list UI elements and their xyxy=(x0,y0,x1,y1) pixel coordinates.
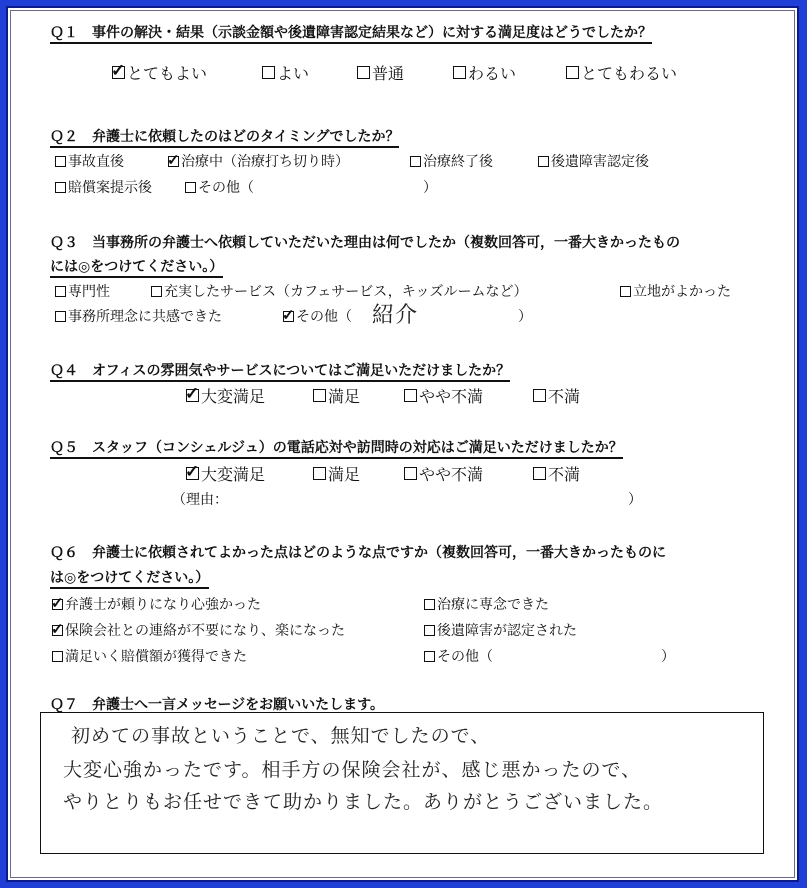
q4-option-label: 満足 xyxy=(328,387,361,406)
checkbox[interactable] xyxy=(410,156,421,167)
check-mark-icon: ✓ xyxy=(167,150,180,169)
q2-option-after-offer[interactable] xyxy=(55,177,152,197)
q7-title xyxy=(50,694,384,714)
message-line-2: 大変心強かったです。相手方の保険会社が、感じ悪かったので、 xyxy=(63,759,642,781)
checkbox[interactable] xyxy=(55,182,66,193)
checkbox[interactable] xyxy=(424,651,435,662)
check-mark-icon: ✓ xyxy=(185,384,200,404)
checkbox[interactable] xyxy=(55,286,66,297)
q6-option-label: 後遺障害が認定された xyxy=(437,623,577,639)
q1-option-very-bad[interactable] xyxy=(566,61,677,84)
q2-option-during-treatment[interactable] xyxy=(168,151,349,171)
q6-option-no-insurer-contact[interactable] xyxy=(52,620,345,640)
checkbox-checked[interactable] xyxy=(185,384,200,404)
q3-title-line1 xyxy=(50,232,680,252)
q6-option-reliable[interactable] xyxy=(52,594,261,614)
q1-option-label: わるい xyxy=(468,64,517,83)
q3-other-handwritten: 紹介 xyxy=(372,303,419,328)
q3-option-philosophy[interactable] xyxy=(55,306,222,326)
q4-option-label: 不満 xyxy=(548,387,581,406)
check-mark-icon: ✓ xyxy=(51,619,64,638)
q6-title-line1 xyxy=(50,542,666,562)
q6-option-compensation[interactable] xyxy=(52,646,247,666)
q1-option-label: よい xyxy=(277,64,310,83)
checkbox-checked[interactable] xyxy=(282,305,295,324)
q4-title-text: Ｑ４ オフィスの雰囲気やサービスについてはご満足いただけましたか？ xyxy=(50,363,510,382)
q1-option-label: 普通 xyxy=(372,64,405,83)
checkbox[interactable] xyxy=(151,286,162,297)
checkbox[interactable] xyxy=(404,467,417,480)
q3-other-close-paren: ） xyxy=(518,309,532,325)
message-line-1: 初めての事故ということで、無知でしたので、 xyxy=(71,725,491,747)
q2-other-close-paren: ） xyxy=(423,180,437,196)
q5-option-somewhat-dissatisfied[interactable] xyxy=(404,462,483,485)
q4-option-somewhat-dissatisfied[interactable] xyxy=(404,384,483,407)
q2-option-other[interactable] xyxy=(185,177,254,197)
q2-title xyxy=(50,126,399,146)
q3-option-label: その他（ xyxy=(296,309,352,325)
checkbox[interactable] xyxy=(357,66,370,79)
check-mark-icon: ✓ xyxy=(282,305,295,324)
checkbox-checked[interactable] xyxy=(51,593,64,612)
q6-title-text-1: Ｑ６ 弁護士に依頼されてよかった点はどのような点ですか（複数回答可，一番大きかったものに xyxy=(50,545,666,561)
q3-option-services[interactable] xyxy=(151,281,527,301)
checkbox[interactable] xyxy=(424,599,435,610)
q2-option-label: 事故直後 xyxy=(68,154,124,170)
q3-option-label: 充実したサービス（カフェサービス，キッズルームなど） xyxy=(164,284,528,300)
q6-option-label: 弁護士が頼りになり心強かった xyxy=(65,597,261,613)
q5-title xyxy=(50,437,623,457)
checkbox[interactable] xyxy=(453,66,466,79)
q5-reason-label-text: （理由： xyxy=(172,492,228,508)
q2-option-right-after-accident[interactable] xyxy=(55,151,124,171)
q6-option-disability-certified[interactable] xyxy=(424,620,577,640)
checkbox[interactable] xyxy=(55,311,66,322)
checkbox[interactable] xyxy=(52,651,63,662)
checkbox[interactable] xyxy=(185,182,196,193)
q5-option-very-satisfied[interactable] xyxy=(186,462,265,485)
q6-title-text-2: は◎をつけてください。） xyxy=(50,570,209,589)
checkbox[interactable] xyxy=(404,389,417,402)
q3-option-label: 立地がよかった xyxy=(633,284,731,300)
q1-title xyxy=(50,22,652,42)
checkbox[interactable] xyxy=(566,66,579,79)
q6-other-close-paren: ） xyxy=(661,649,675,665)
check-mark-icon: ✓ xyxy=(51,593,64,612)
checkbox[interactable] xyxy=(533,467,546,480)
q6-title-line2 xyxy=(50,567,209,587)
checkbox[interactable] xyxy=(620,286,631,297)
q6-option-label: 満足いく賠償額が獲得できた xyxy=(65,649,247,665)
q5-reason-close xyxy=(628,489,642,509)
checkbox[interactable] xyxy=(313,389,326,402)
q2-title-text: Ｑ２ 弁護士に依頼したのはどのタイミングでしたか？ xyxy=(50,129,399,148)
checkbox[interactable] xyxy=(538,156,549,167)
q1-option-bad[interactable] xyxy=(453,61,516,84)
q2-option-after-disability-cert[interactable] xyxy=(538,151,649,171)
q4-option-label: 大変満足 xyxy=(201,387,266,406)
q6-option-other[interactable] xyxy=(424,646,493,666)
q3-option-other[interactable] xyxy=(283,306,352,326)
q1-title-text: Ｑ１ 事件の解決・結果（示談金額や後遺障害認定結果など）に対する満足度はどうでしたか？ xyxy=(50,25,652,44)
q3-option-location[interactable] xyxy=(620,281,731,301)
q4-option-very-satisfied[interactable] xyxy=(186,384,265,407)
q6-option-focus-treatment[interactable] xyxy=(424,594,549,614)
q4-option-satisfied[interactable] xyxy=(313,384,360,407)
q1-option-very-good[interactable] xyxy=(112,61,207,84)
q5-title-text: Ｑ５ スタッフ（コンシェルジュ）の電話応対や訪問時の対応はご満足いただけましたか？ xyxy=(50,440,623,459)
q2-option-label: 治療終了後 xyxy=(423,154,493,170)
message-line-3: やりとりもお任せできて助かりました。ありがとうございました。 xyxy=(63,791,664,813)
check-mark-icon: ✓ xyxy=(185,462,200,482)
q3-option-label: 事務所理念に共感できた xyxy=(68,309,222,325)
checkbox[interactable] xyxy=(55,156,66,167)
q3-title-text-1: Ｑ３ 当事務所の弁護士へ依頼していただいた理由は何でしたか（複数回答可，一番大きかったもの xyxy=(50,235,680,251)
checkbox-checked[interactable] xyxy=(167,150,180,169)
q4-title xyxy=(50,360,510,380)
q5-option-dissatisfied[interactable] xyxy=(533,462,580,485)
q2-option-label: その他（ xyxy=(198,180,254,196)
q1-option-label: とてもわるい xyxy=(581,64,678,83)
q3-title-line2 xyxy=(50,256,223,276)
q5-reason-label xyxy=(172,489,228,509)
checkbox-checked[interactable] xyxy=(185,462,200,482)
q2-option-label: 賠償案提示後 xyxy=(68,180,152,196)
q2-option-after-treatment[interactable] xyxy=(410,151,493,171)
q5-reason-close-paren: ） xyxy=(628,492,642,508)
checkbox-checked[interactable] xyxy=(51,619,64,638)
q7-title-text: Ｑ７ 弁護士へ一言メッセージをお願いいたします。 xyxy=(50,697,385,713)
q5-option-label: 大変満足 xyxy=(201,465,266,484)
q3-option-expertise[interactable] xyxy=(55,281,110,301)
q5-option-label: やや不満 xyxy=(419,465,484,484)
checkbox[interactable] xyxy=(533,389,546,402)
check-mark-icon: ✓ xyxy=(111,61,126,81)
q1-option-label: とてもよい xyxy=(127,64,208,83)
q5-option-label: 満足 xyxy=(328,465,361,484)
q1-option-good[interactable] xyxy=(262,61,309,84)
checkbox[interactable] xyxy=(313,467,326,480)
checkbox[interactable] xyxy=(262,66,275,79)
q7-message-box[interactable] xyxy=(40,712,764,854)
checkbox-checked[interactable] xyxy=(111,61,126,81)
q2-other-close xyxy=(423,177,437,197)
q2-option-label: 治療中（治療打ち切り時） xyxy=(181,154,349,170)
q5-option-label: 不満 xyxy=(548,465,581,484)
q6-other-close xyxy=(661,646,675,666)
q4-option-dissatisfied[interactable] xyxy=(533,384,580,407)
q2-option-label: 後遺障害認定後 xyxy=(551,154,649,170)
checkbox[interactable] xyxy=(424,625,435,636)
q1-option-normal[interactable] xyxy=(357,61,404,84)
q5-option-satisfied[interactable] xyxy=(313,462,360,485)
q3-other-close xyxy=(518,306,532,326)
q4-option-label: やや不満 xyxy=(419,387,484,406)
q3-title-text-2: には◎をつけてください。） xyxy=(50,259,223,278)
q6-option-label: その他（ xyxy=(437,649,493,665)
q3-option-label: 専門性 xyxy=(68,284,110,300)
q6-option-label: 保険会社との連絡が不要になり、楽になった xyxy=(65,623,345,639)
q6-option-label: 治療に専念できた xyxy=(437,597,549,613)
